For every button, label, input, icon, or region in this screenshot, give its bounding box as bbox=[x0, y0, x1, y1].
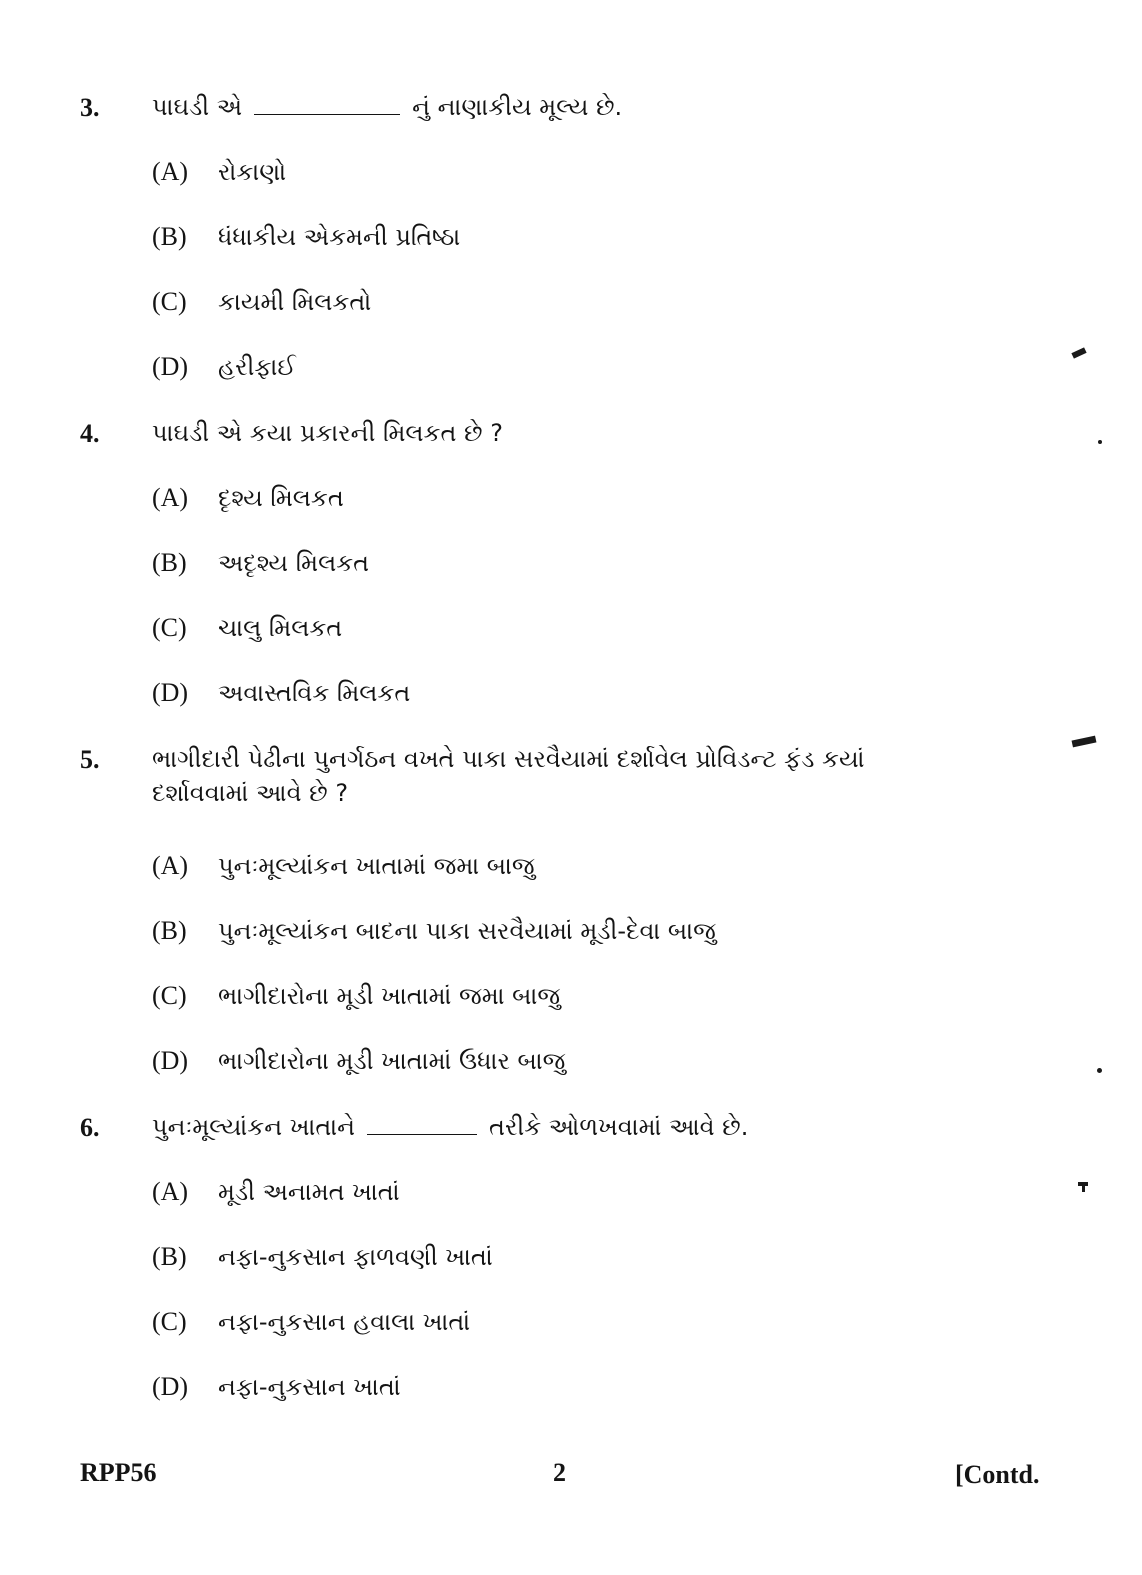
page-number: 2 bbox=[553, 1458, 566, 1487]
question-5-number: 5. bbox=[80, 745, 100, 774]
question-4-number: 4. bbox=[80, 419, 100, 448]
option-label: (B) bbox=[152, 222, 187, 251]
fill-in-blank bbox=[254, 92, 400, 115]
question-3-option-a bbox=[152, 155, 286, 189]
scan-mark bbox=[1097, 1068, 1102, 1073]
option-text: ભાગીદારોના મૂડી ખાતામાં ઉધાર બાજુ bbox=[218, 1047, 566, 1075]
question-6-option-a bbox=[152, 1175, 400, 1209]
option-label: (A) bbox=[152, 851, 189, 880]
fill-in-blank bbox=[367, 1112, 477, 1135]
question-3-option-d bbox=[152, 350, 296, 384]
question-6-option-d bbox=[152, 1370, 401, 1404]
option-text: નફા-નુકસાન ફાળવણી ખાતાં bbox=[218, 1243, 493, 1271]
option-text: દૃશ્ય મિલકત bbox=[218, 484, 344, 512]
question-5-option-a bbox=[152, 849, 535, 883]
option-label: (B) bbox=[152, 1242, 187, 1271]
question-5-option-d bbox=[152, 1044, 565, 1078]
option-label: (C) bbox=[152, 1307, 187, 1336]
question-4-text: પાઘડી એ કયા પ્રકારની મિલકત છે ? bbox=[152, 419, 503, 447]
scan-mark bbox=[1082, 1182, 1085, 1192]
paper-code: RPP56 bbox=[80, 1458, 157, 1487]
option-label: (C) bbox=[152, 287, 187, 316]
question-5-text bbox=[152, 742, 1022, 810]
question-3-text bbox=[152, 90, 1022, 124]
option-label: (C) bbox=[152, 613, 187, 642]
option-text: પુનઃમૂલ્યાંકન ખાતામાં જમા બાજુ bbox=[218, 852, 535, 880]
scan-mark bbox=[1071, 347, 1086, 358]
question-6-text-after: તરીકે ઓળખવામાં આવે છે. bbox=[489, 1113, 749, 1141]
option-text: નફા-નુકસાન હવાલા ખાતાં bbox=[218, 1308, 471, 1336]
option-text: અદૃશ્ય મિલકત bbox=[218, 549, 370, 577]
question-6-option-b bbox=[152, 1240, 493, 1274]
option-text: અવાસ્તવિક મિલકત bbox=[218, 679, 411, 707]
option-label: (C) bbox=[152, 981, 187, 1010]
option-label: (B) bbox=[152, 916, 187, 945]
question-3-text-before: પાઘડી એ bbox=[152, 93, 243, 121]
scan-mark bbox=[1072, 736, 1097, 748]
option-label: (D) bbox=[152, 352, 189, 381]
option-text: રોકાણો bbox=[218, 158, 287, 186]
option-text: ધંધાકીય એકમની પ્રતિષ્ઠા bbox=[218, 223, 461, 251]
continued-marker: [Contd. bbox=[955, 1460, 1040, 1489]
question-6-option-c bbox=[152, 1305, 470, 1339]
option-text: કાયમી મિલકતો bbox=[218, 288, 372, 316]
option-label: (A) bbox=[152, 483, 189, 512]
question-6-number: 6. bbox=[80, 1113, 100, 1142]
question-4-option-a bbox=[152, 481, 344, 515]
question-3-option-c bbox=[152, 285, 371, 319]
question-5-option-b bbox=[152, 914, 716, 948]
option-text: પુનઃમૂલ્યાંકન બાદના પાકા સરવૈયામાં મૂડી-દેવા બાજુ bbox=[218, 917, 716, 945]
question-5-text-line-1: ભાગીદારી પેઢીના પુનર્ગઠન વખતે પાકા સરવૈયામાં દર્શાવેલ પ્રોવિડન્ટ ફંડ કયાં bbox=[152, 745, 865, 773]
option-label: (D) bbox=[152, 678, 189, 707]
option-text: મૂડી અનામત ખાતાં bbox=[218, 1178, 400, 1206]
option-label: (A) bbox=[152, 157, 189, 186]
question-3-option-b bbox=[152, 220, 460, 254]
question-5-text-line-2: દર્શાવવામાં આવે છે ? bbox=[152, 779, 349, 807]
option-text: નફા-નુકસાન ખાતાં bbox=[218, 1373, 401, 1401]
option-label: (D) bbox=[152, 1046, 189, 1075]
scan-mark bbox=[1098, 440, 1102, 444]
question-6-text bbox=[152, 1110, 1022, 1144]
option-text: હરીફાઈ bbox=[218, 353, 296, 381]
question-6-text-before: પુનઃમૂલ્યાંકન ખાતાને bbox=[152, 1113, 356, 1141]
question-3-text-after: નું નાણાકીય મૂલ્ય છે. bbox=[412, 93, 623, 121]
option-label: (A) bbox=[152, 1177, 189, 1206]
question-4-option-d bbox=[152, 676, 410, 710]
option-label: (B) bbox=[152, 548, 187, 577]
question-4-option-c bbox=[152, 611, 342, 645]
option-text: ચાલુ મિલકત bbox=[218, 614, 343, 642]
option-text: ભાગીદારોના મૂડી ખાતામાં જમા બાજુ bbox=[218, 982, 561, 1010]
question-3-number: 3. bbox=[80, 93, 100, 122]
option-label: (D) bbox=[152, 1372, 189, 1401]
question-4-option-b bbox=[152, 546, 369, 580]
question-5-option-c bbox=[152, 979, 560, 1013]
